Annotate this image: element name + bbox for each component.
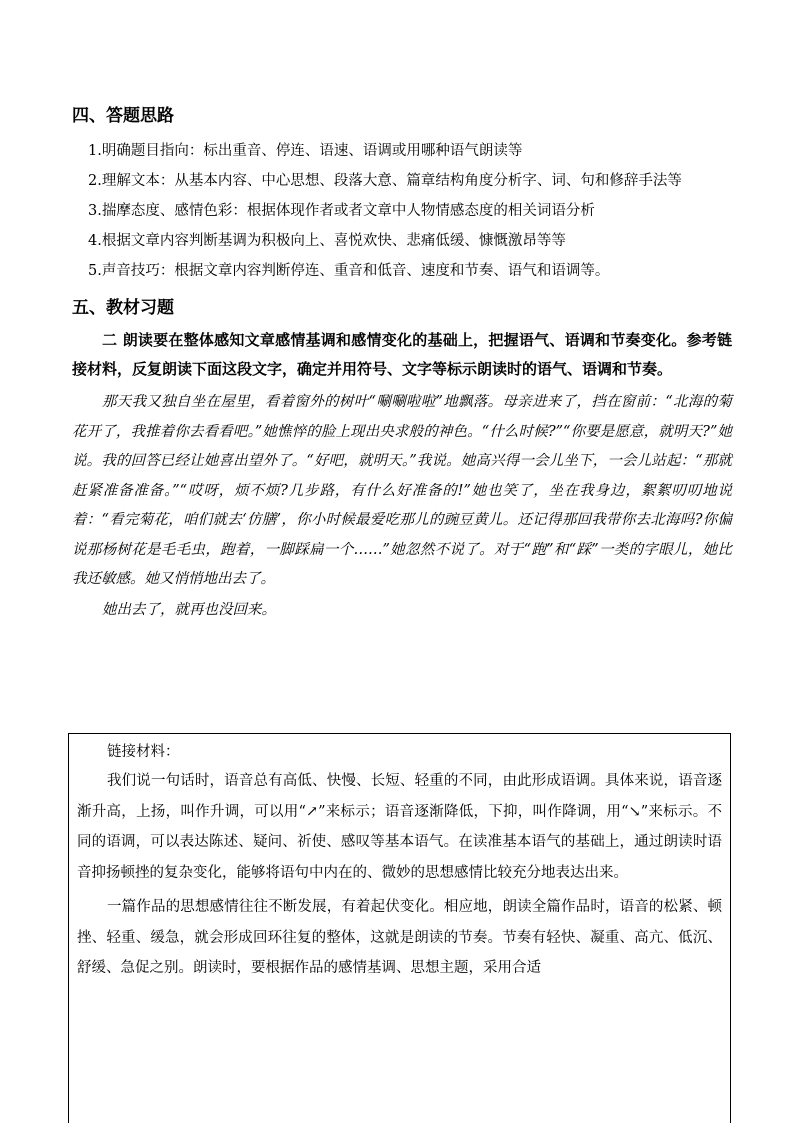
reading-passage-ending: 她出去了，就再也没回来。 xyxy=(102,601,276,618)
link-material-paragraph: 我们说一句话时，语音总有高低、快慢、长短、轻重的不同，由此形成语调。具体来说，语音逐渐升高，上扬，叫作升调，可以用“↗”来标示；语音逐渐降低，下抑，叫作降调，用“↘”来标示。不同的语调，可以表达陈述、疑问、祈使、感叹等基本语气。在读准基本语气的基础上，通过朗读时语音抑扬顿挫的复杂变化，能够将语句中内在的、微妙的思想感情比较充分地表达出来。 xyxy=(77,773,722,881)
list-item: 2.理解文本：从基本内容、中心思想、段落大意、篇章结构角度分析字、词、句和修辞手法等 xyxy=(88,173,682,189)
link-material-paragraph: 一篇作品的思想感情往往不断发展，有着起伏变化。相应地，朗读全篇作品时，语音的松紧、顿挫、轻重、缓急，就会形成回环往复的整体，这就是朗读的节奏。节奏有轻快、凝重、高亢、低沉、舒缓、急促之别。朗读时，要根据作品的感情基调、思想主题，采用合适 xyxy=(77,899,722,976)
section-5-title: 五、教材习题 xyxy=(72,298,174,318)
list-item: 4.根据文章内容判断基调为积极向上、喜悦欢快、悲痛低缓、慷慨激昂等等 xyxy=(88,233,566,249)
exercise-prompt: 二 朗读要在整体感知文章感情基调和感情变化的基础上，把握语气、语调和节奏变化。参考链接材料，反复朗读下面这段文字，确定并用符号、文字等标示朗读时的语气、语调和节奏。 xyxy=(72,331,732,378)
document-page xyxy=(72,96,732,625)
section-4-title: 四、答题思路 xyxy=(72,106,174,126)
reading-passage: 那天我又独自坐在屋里，看着窗外的树叶“唰唰啦啦”地飘落。母亲进来了，挡在窗前：“北海的菊花开了，我推着你去看看吧。”她憔悴的脸上现出央求般的神色。“什么时候?”“你要是愿意，就明天?”她说。我的回答已经让她喜出望外了。“好吧，就明天。”我说。她高兴得一会儿坐下，一会儿站起：“那就赶紧准备准备。”“哎呀，烦不烦?几步路，有什么好准备的!”她也笑了，坐在我身边，絮絮叨叨地说着：“看完菊花，咱们就去‘仿膳’，你小时候最爱吃那儿的豌豆黄儿。还记得那回我带你去北海吗?你偏说那杨树花是毛毛虫，跑着，一脚踩扁一个……”她忽然不说了。对于“跑”和“踩”一类的字眼儿，她比我还敏感。她又悄悄地出去了。 xyxy=(72,394,732,587)
answer-approach-list xyxy=(72,136,732,286)
link-material-box xyxy=(68,733,731,1123)
list-item: 3.揣摩态度、感情色彩：根据体现作者或者文章中人物情感态度的相关词语分析 xyxy=(88,203,595,219)
link-material-title: 链接材料： xyxy=(107,744,180,760)
list-item: 1.明确题目指向：标出重音、停连、语速、语调或用哪种语气朗读等 xyxy=(88,143,523,159)
list-item: 5.声音技巧：根据文章内容判断停连、重音和低音、速度和节奏、语气和语调等。 xyxy=(88,263,610,279)
